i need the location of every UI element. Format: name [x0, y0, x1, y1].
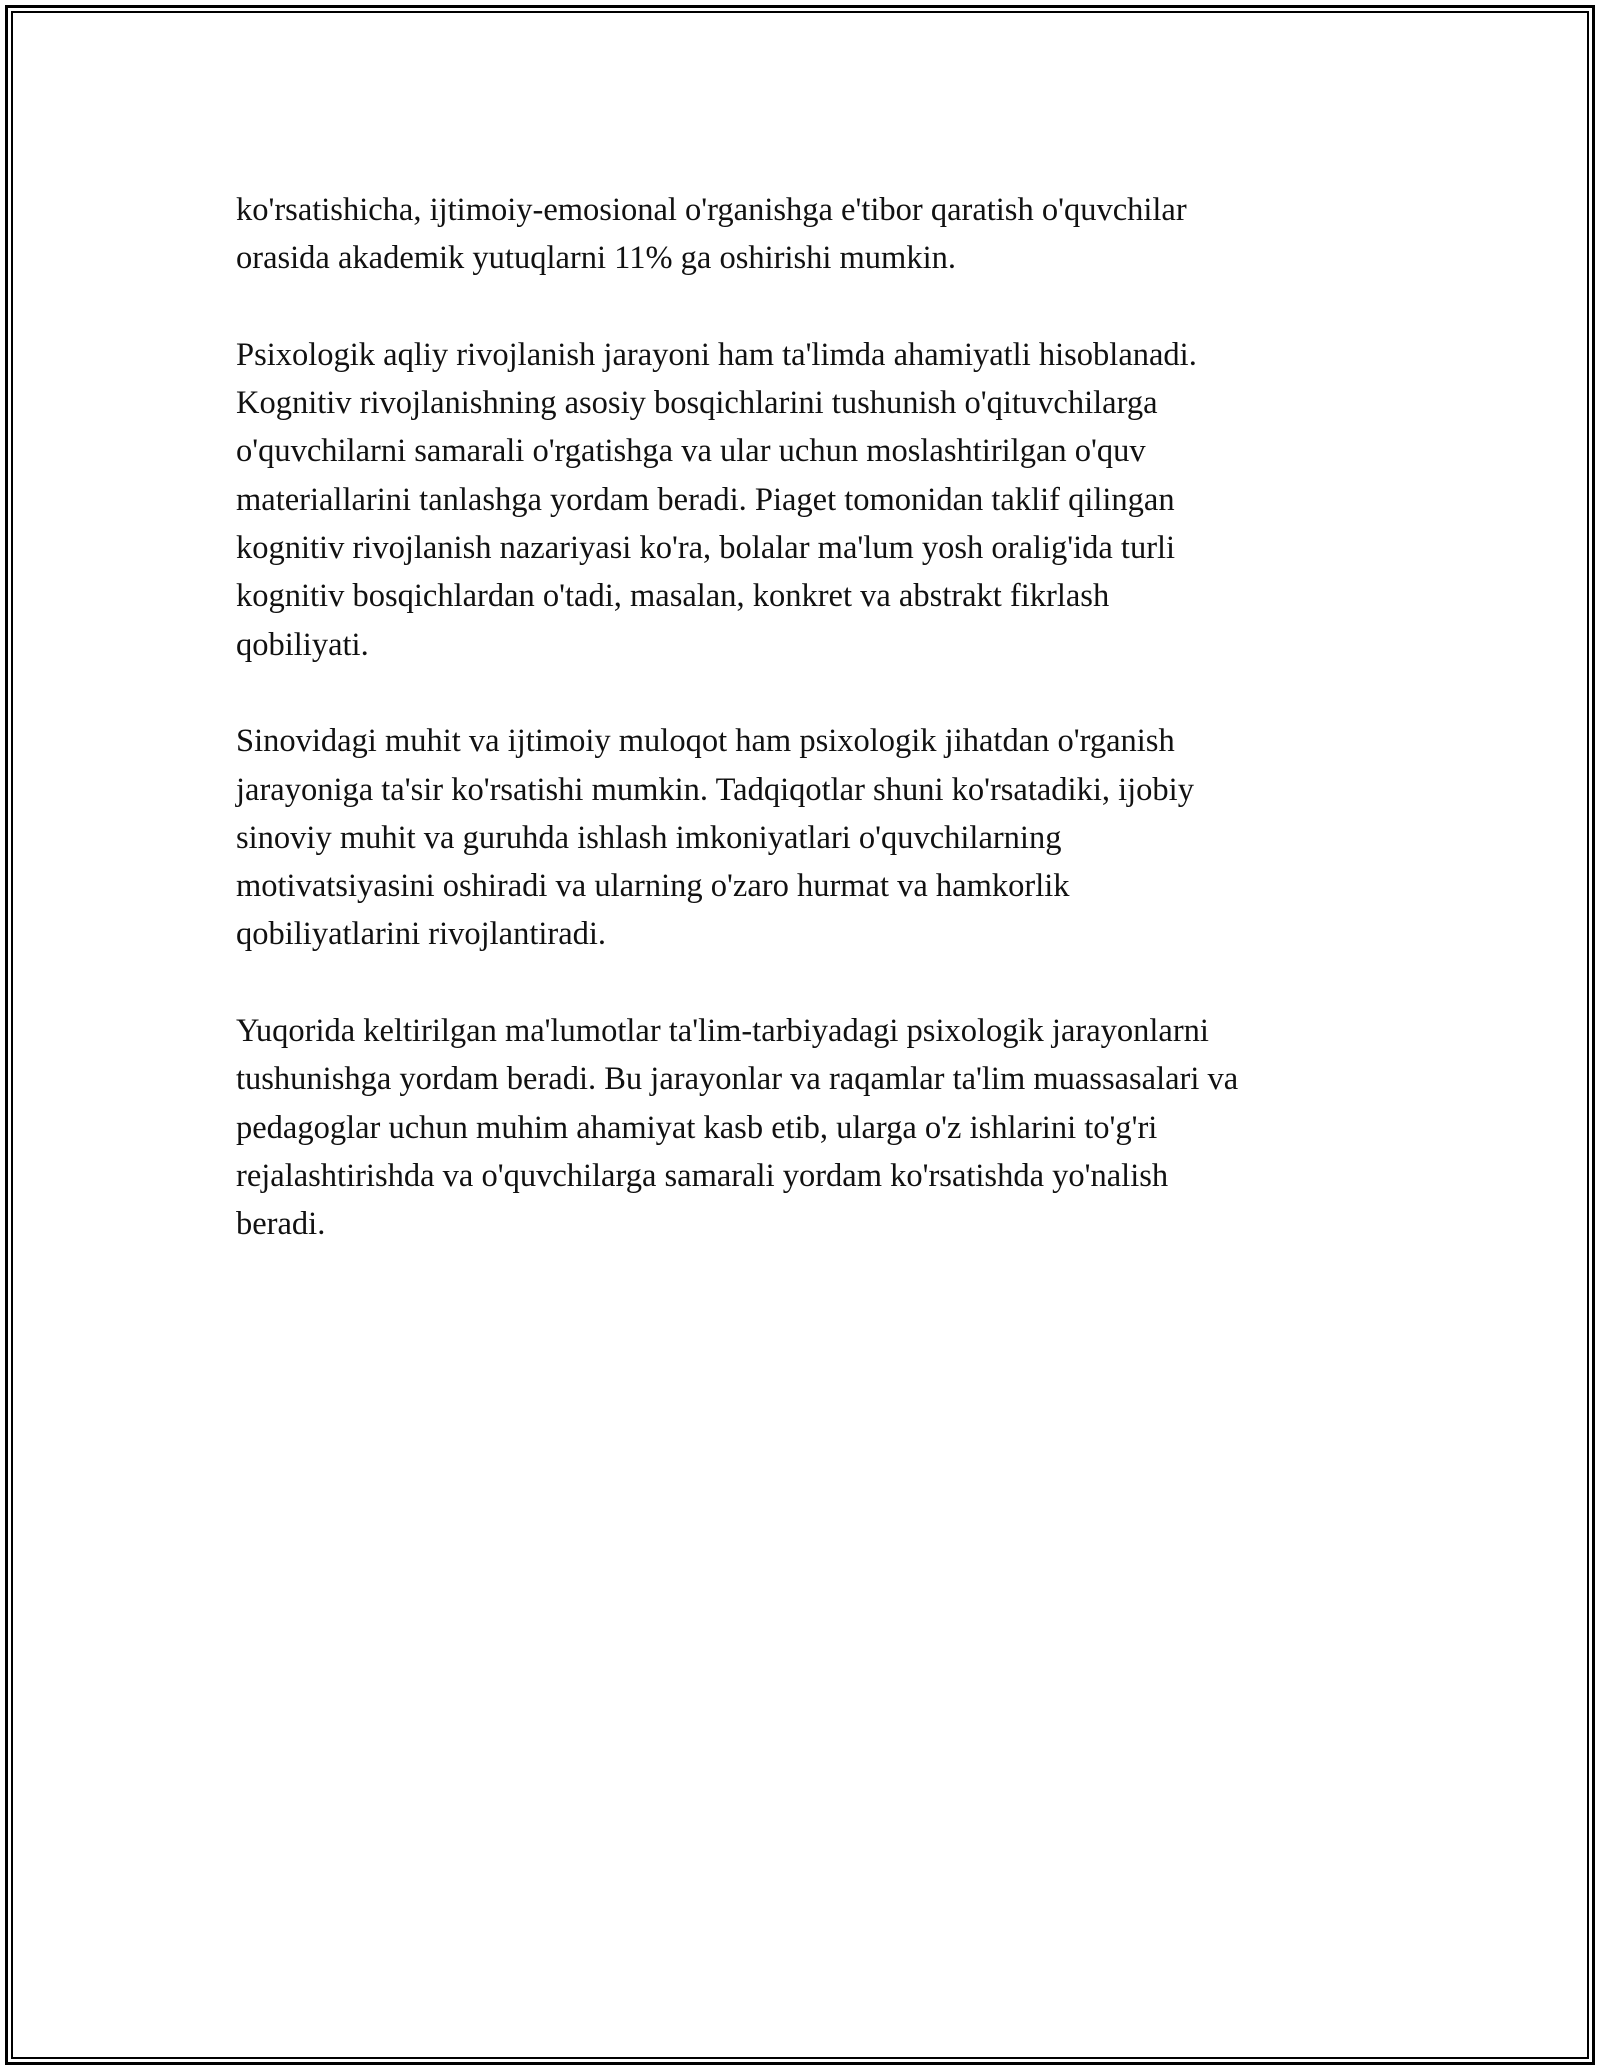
text-line: o'quvchilarni samarali o'rgatishga va ular uchun moslashtirilgan o'quv [236, 433, 1146, 470]
text-line: Kognitiv rivojlanishning asosiy bosqichlarini tushunish o'qituvchilarga [236, 385, 1158, 422]
text-line: ko'rsatishicha, ijtimoiy-emosional o'rganishga e'tibor qaratish o'quvchilar [236, 192, 1187, 228]
paragraph-1 [236, 186, 1396, 283]
text-line: pedagoglar uchun muhim ahamiyat kasb etib, ularga o'z ishlarini to'g'ri [236, 1109, 1158, 1146]
document-body [236, 186, 1396, 1249]
text-line: Sinovidagi muhit va ijtimoiy muloqot ham psixologik jihatdan o'rganish [236, 723, 1175, 760]
text-line: orasida akademik yutuqlarni 11% ga oshirishi mumkin. [236, 240, 956, 277]
text-line: beradi. [236, 1206, 326, 1243]
paragraph-2 [236, 331, 1396, 669]
text-line: kognitiv rivojlanish nazariyasi ko'ra, bolalar ma'lum yosh oralig'ida turli [236, 530, 1176, 567]
text-line: kognitiv bosqichlardan o'tadi, masalan, konkret va abstrakt fikrlash [236, 578, 1110, 615]
text-line: materiallarini tanlashga yordam beradi. Piaget tomonidan taklif qilingan [236, 481, 1175, 518]
text-line: qobiliyati. [236, 626, 369, 663]
text-line: Psixologik aqliy rivojlanish jarayoni ham ta'limda ahamiyatli hisoblanadi. [236, 336, 1197, 373]
paragraph-3 [236, 717, 1396, 958]
text-line: jarayoniga ta'sir ko'rsatishi mumkin. Tadqiqotlar shuni ko'rsatadiki, ijobiy [236, 771, 1194, 808]
text-line: sinoviy muhit va guruhda ishlash imkoniyatlari o'quvchilarning [236, 819, 1062, 856]
text-line: tushunishga yordam beradi. Bu jarayonlar va raqamlar ta'lim muassasalari va [236, 1061, 1239, 1098]
text-line: rejalashtirishda va o'quvchilarga samarali yordam ko'rsatishda yo'nalish [236, 1157, 1169, 1194]
text-line: motivatsiyasini oshiradi va ularning o'zaro hurmat va hamkorlik [236, 868, 1070, 905]
text-line: Yuqorida keltirilgan ma'lumotlar ta'lim-tarbiyadagi psixologik jarayonlarni [236, 1013, 1209, 1050]
paragraph-4 [236, 1007, 1396, 1248]
text-line: qobiliyatlarini rivojlantiradi. [236, 916, 607, 953]
